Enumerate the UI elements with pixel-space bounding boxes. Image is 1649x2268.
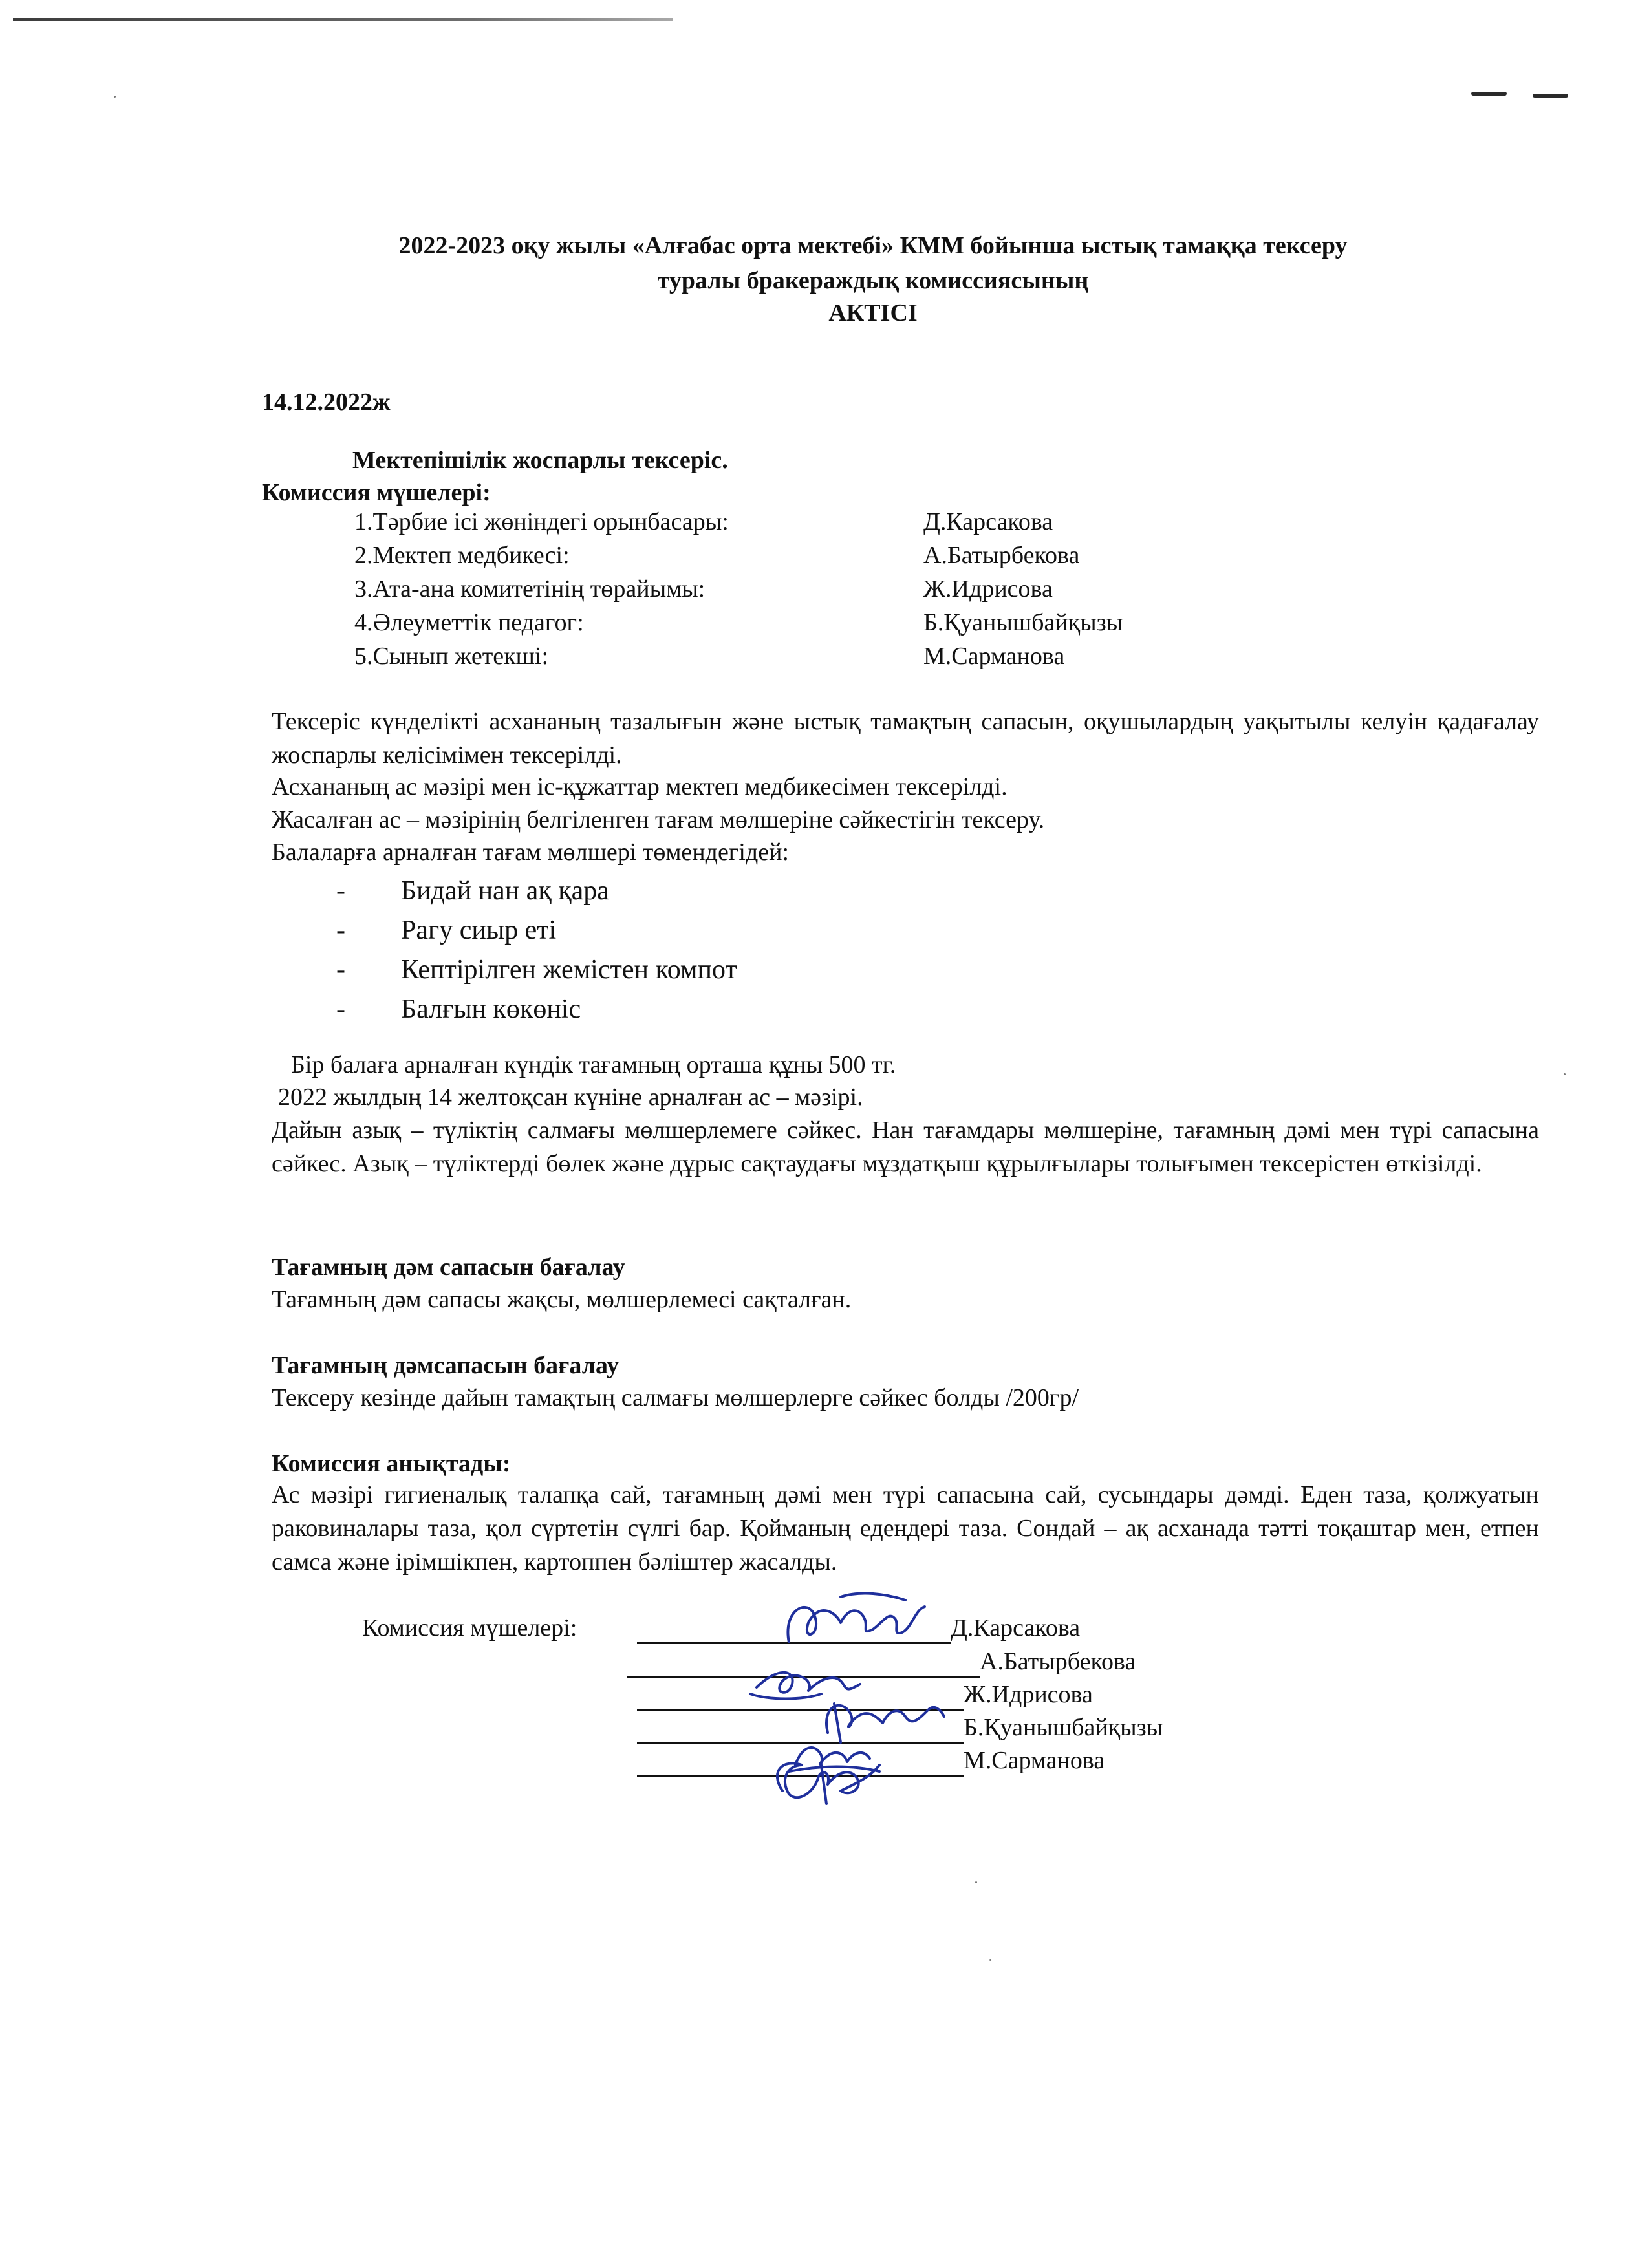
member-role: 5.Сынып жетекші: [354, 643, 549, 670]
scan-mark [1471, 92, 1507, 96]
member-name: А.Батырбекова [923, 542, 1080, 569]
signatory-name: А.Батырбекова [980, 1648, 1136, 1675]
food-name: Балғын көкөніс [401, 994, 581, 1024]
body-paragraph: Бір балаға арналған күндік тағамның орташа құны 500 тг. [291, 1051, 896, 1078]
member-name: Д.Карсакова [923, 508, 1053, 535]
list-dash: - [336, 915, 345, 945]
list-dash: - [336, 994, 345, 1024]
body-paragraph: 2022 жылдың 14 желтоқсан күніне арналған ас – мәзірі. [278, 1084, 863, 1111]
signatory-name: Ж.Идрисова [964, 1681, 1093, 1708]
commission-member [354, 608, 1324, 642]
document-date: 14.12.2022ж [262, 389, 391, 416]
commission-member [354, 575, 1324, 608]
inspection-type: Мектепішілік жоспарлы тексеріс. [352, 447, 728, 474]
list-dash: - [336, 876, 345, 906]
weight-text: Тексеру кезінде дайын тамақтың салмағы мөлшерлерге сәйкес болды /200гр/ [272, 1384, 1079, 1411]
scan-speck [975, 1881, 977, 1883]
commission-member [354, 541, 1324, 575]
handwritten-signatures [711, 1571, 983, 1804]
food-name: Бидай нан ақ қара [401, 876, 609, 906]
commission-member [354, 642, 1324, 676]
scan-edge-line [13, 18, 673, 21]
food-name: Рагу сиыр еті [401, 915, 557, 945]
body-paragraph: Тексеріс күнделікті асхананың тазалығын және ыстық тамақтың сапасын, оқушылардың уақытылы келуін қадағалау жоспарлы келісімімен тексерілді. [272, 708, 1539, 769]
list-dash: - [336, 955, 345, 985]
body-paragraph: Балаларға арналған тағам мөлшері төмендегідей: [272, 839, 790, 866]
signatory-name: М.Сарманова [964, 1747, 1105, 1774]
commission-member [354, 508, 1324, 541]
commission-heading: Комиссия мүшелері: [262, 479, 491, 506]
document-title-line3: АКТІСІ [828, 299, 918, 326]
scan-speck [989, 1959, 991, 1961]
scan-speck [114, 96, 116, 98]
member-name: Ж.Идрисова [923, 575, 1053, 603]
member-role: 2.Мектеп медбикесі: [354, 542, 570, 569]
food-name: Кептірілген жемістен компот [401, 955, 737, 985]
member-role: 4.Әлеуметтік педагог: [354, 609, 584, 636]
body-paragraph: Дайын азық – түліктің салмағы мөлшерлемеге сәйкес. Нан тағамдары мөлшеріне, тағамның дәмі мен түрі сапасына сәйкес. Азық – түліктерді бөлек және дұрыс сақтаудағы мұздатқыш құрылғылары толығымен тексерістен өткізілді. [272, 1117, 1539, 1177]
member-role: 3.Ата-ана комитетінің төрайымы: [354, 575, 706, 603]
signatures-label: Комиссия мүшелері: [362, 1614, 577, 1642]
findings-text: Ас мәзірі гигиеналық талапқа сай, тағамның дәмі мен түрі сапасына сай, сусындары дәмді. Еден таза, қолжуатын раковиналары таза, қол сүртетін сүлгі бар. Қойманың едендері таза. Сондай – ақ асханада тәтті тоқаштар мен, етпен самса және ірімшікпен, картоппен бәліштер жасалды. [272, 1481, 1539, 1576]
member-name: М.Сарманова [923, 643, 1065, 670]
signatory-name: Б.Қуанышбайқызы [964, 1714, 1163, 1741]
document-title-line2: туралы бракераждық комиссиясының [657, 267, 1089, 294]
taste-heading: Тағамның дәм сапасын бағалау [272, 1254, 625, 1281]
document-title-line1: 2022-2023 оқу жылы «Алғабас орта мектебі» КММ бойынша ыстық тамаққа тексеру [398, 232, 1348, 259]
weight-heading: Тағамның дәмсапасын бағалау [272, 1352, 620, 1379]
body-paragraph: Жасалған ас – мәзірінің белгіленген тағам мөлшеріне сәйкестігін тексеру. [272, 806, 1045, 833]
scan-speck [1564, 1073, 1566, 1075]
taste-text: Тағамның дәм сапасы жақсы, мөлшерлемесі сақталған. [272, 1286, 852, 1313]
signatory-name: Д.Карсакова [951, 1614, 1081, 1642]
body-paragraph: Асхананың ас мәзірі мен іс-құжаттар мектеп медбикесімен тексерілді. [272, 773, 1008, 800]
scan-mark [1533, 94, 1568, 98]
findings-heading: Комиссия анықтады: [272, 1450, 511, 1477]
member-name: Б.Қуанышбайқызы [923, 609, 1123, 636]
member-role: 1.Тәрбие ісі жөніндегі орынбасары: [354, 508, 729, 535]
